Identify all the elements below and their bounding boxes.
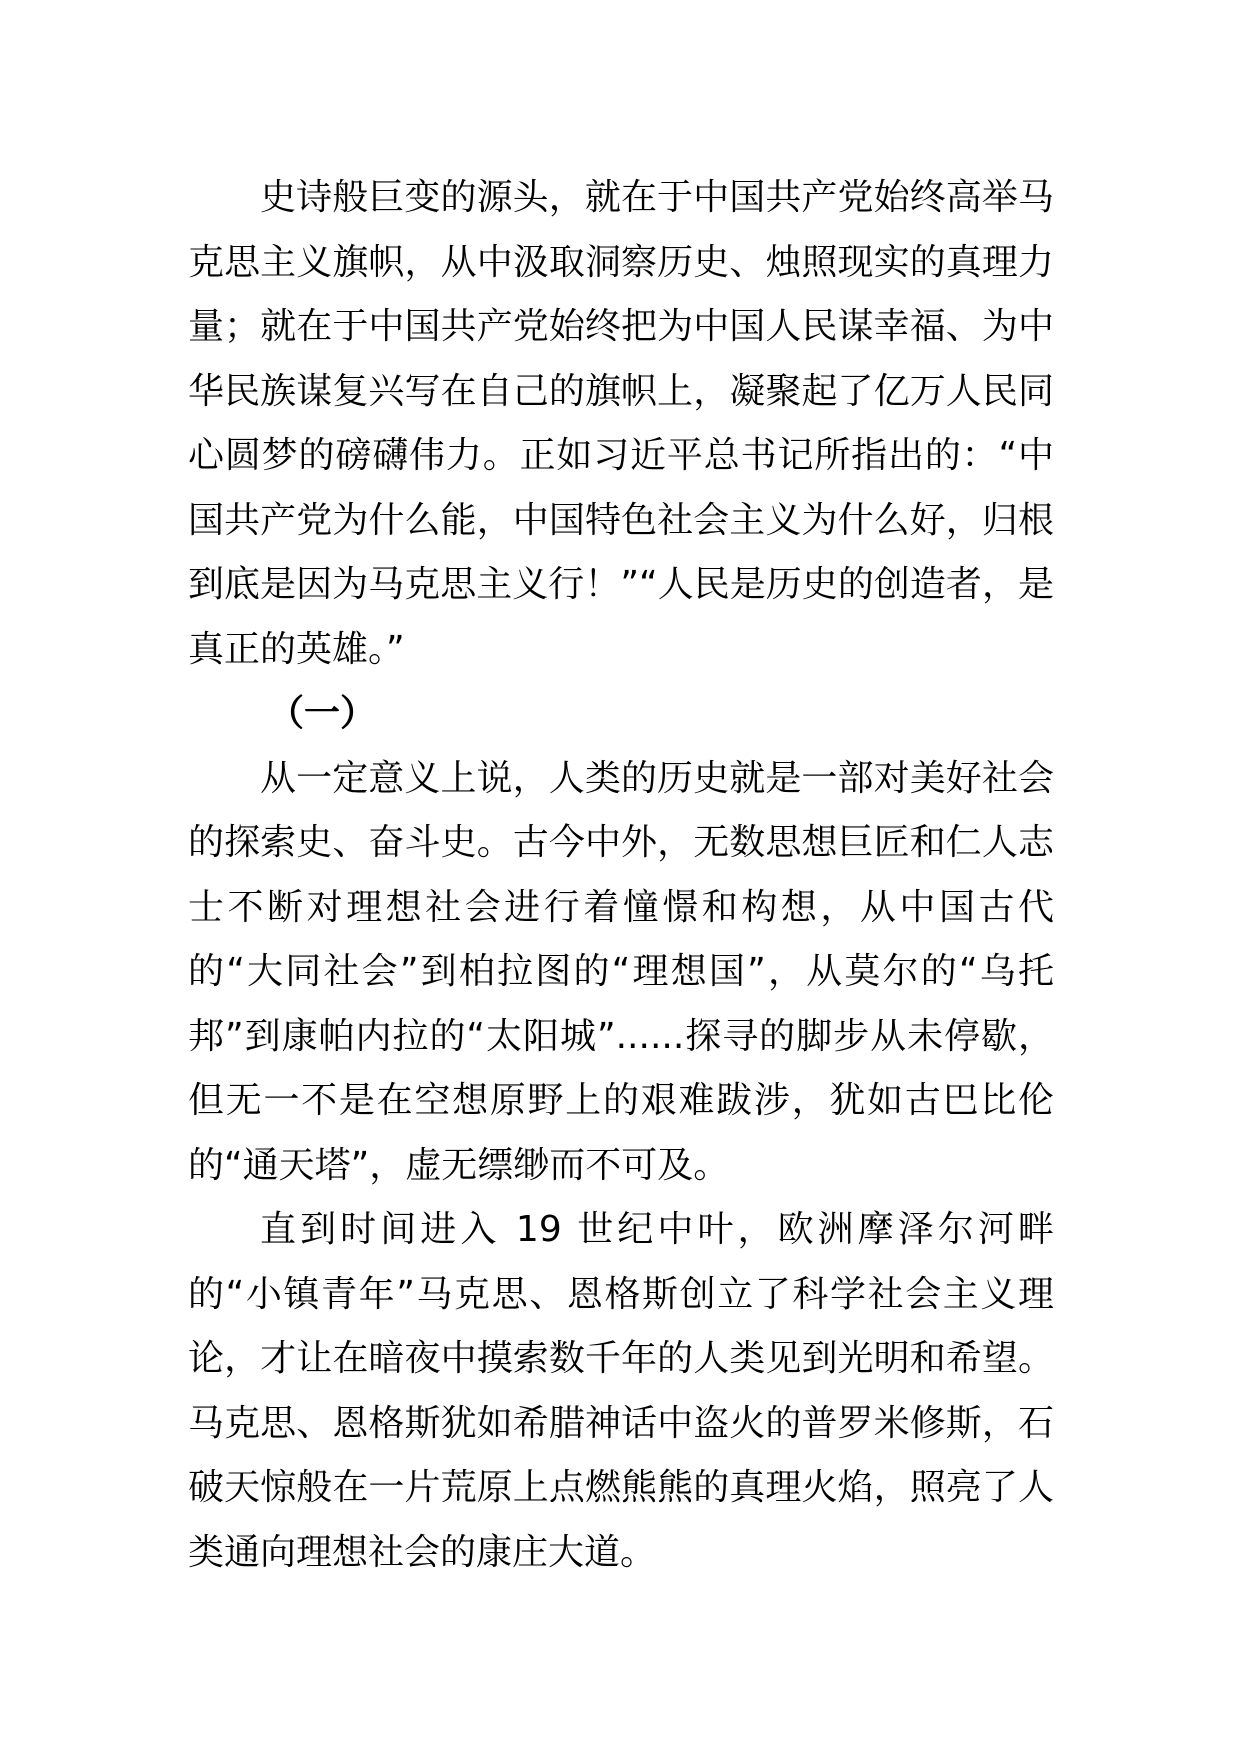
document-page (188, 166, 1054, 1585)
section-heading: （一） (268, 693, 377, 734)
paragraph-history-of-ideal-society: 从一定意义上说，人类的历史就是一部对美好社会的探索史、奋斗史。古今中外，无数思想巨匠和仁人志士不断对理想社会进行着憧憬和构想，从中国古代的“大同社会”到柏拉图的“理想国”，从莫尔的“乌托邦”到康帕内拉的“太阳城”......探寻的脚步从未停歇，但无一不是在空想原野上的艰难跋涉，犹如古巴比伦的“通天塔”，虚无缥缈而不可及。 (188, 757, 1054, 1186)
paragraph-marx-engels: 直到时间进入 19 世纪中叶，欧洲摩泽尔河畔的“小镇青年”马克思、恩格斯创立了科学社会主义理论，才让在暗夜中摸索数千年的人类见到光明和希望。马克思、恩格斯犹如希腊神话中盗火的普罗米修斯，石破天惊般在一片荒原上点燃熊熊的真理火焰，照亮了人类通向理想社会的康庄大道。 (188, 1209, 1054, 1573)
paragraph-source-of-change: 史诗般巨变的源头，就在于中国共产党始终高举马克思主义旗帜，从中汲取洞察历史、烛照现实的真理力量；就在于中国共产党始终把为中国人民谋幸福、为中华民族谋复兴写在自己的旗帜上，凝聚起了亿万人民同心圆梦的磅礴伟力。正如习近平总书记所指出的：“中国共产党为什么能，中国特色社会主义为什么好，归根到底是因为马克思主义行！”“人民是历史的创造者，是真正的英雄。” (188, 177, 1054, 670)
